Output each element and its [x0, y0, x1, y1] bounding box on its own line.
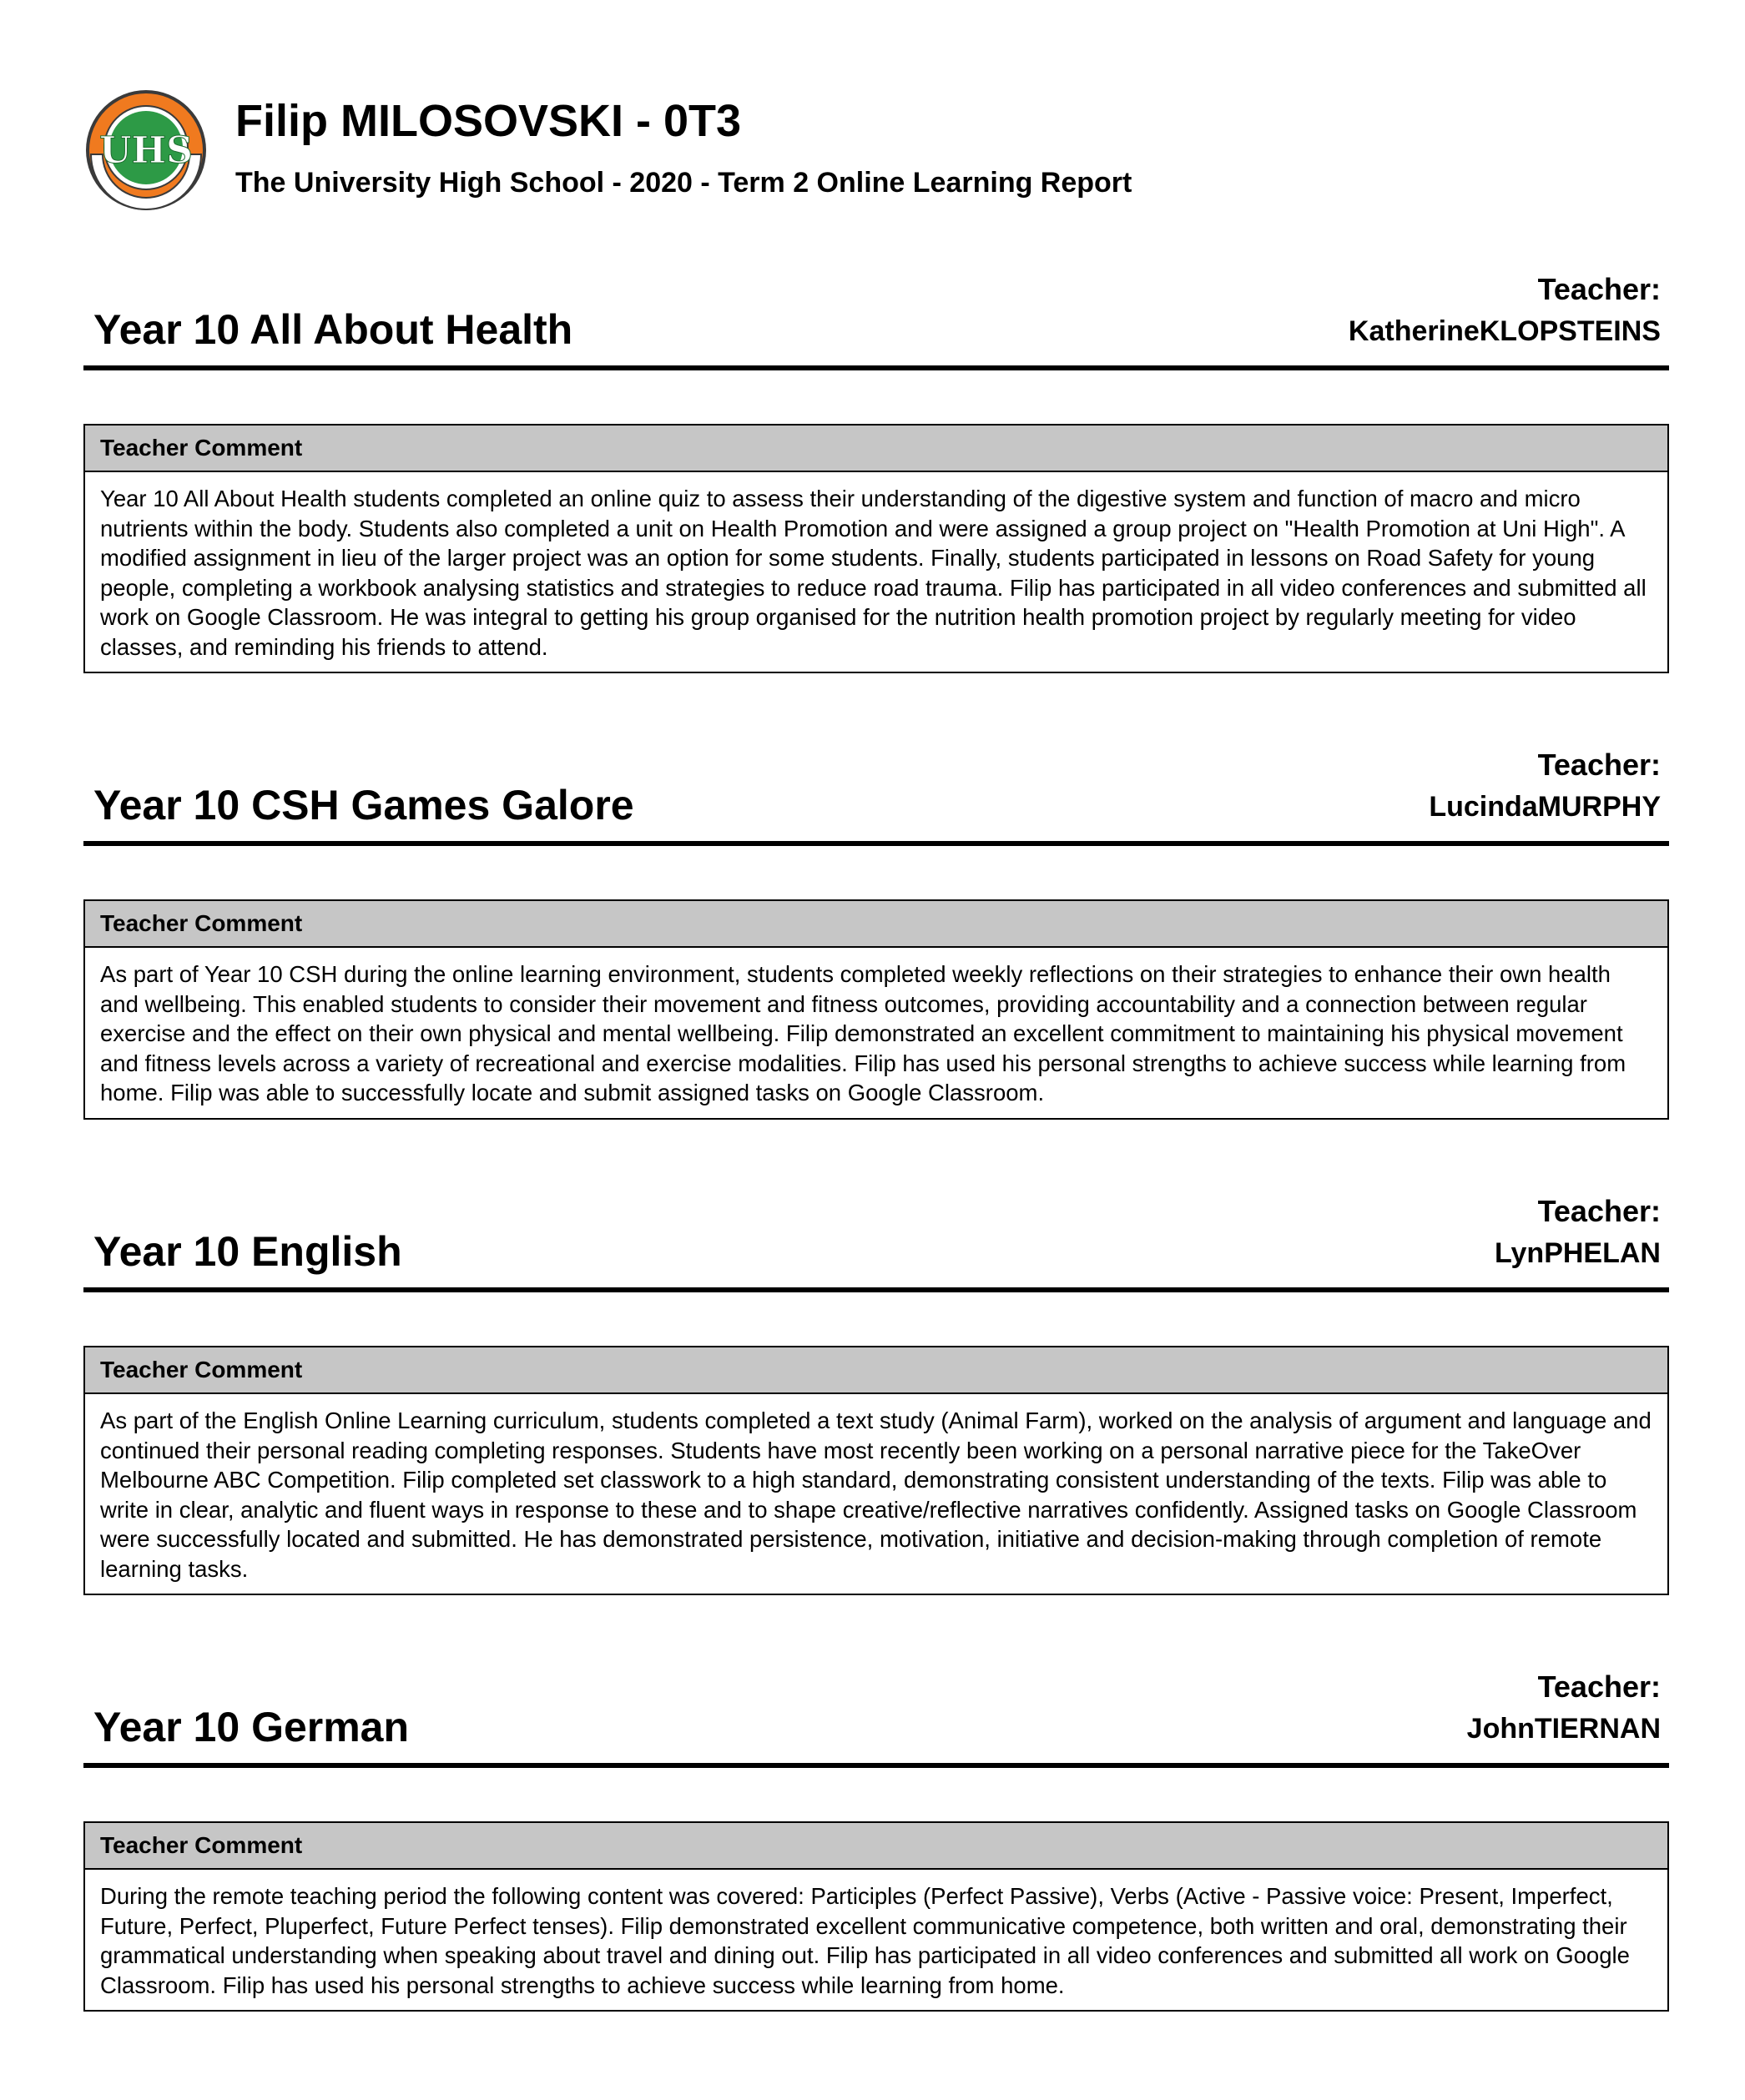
teacher-label: Teacher: — [1537, 1194, 1661, 1228]
comment-box — [83, 899, 1669, 1120]
student-name: Filip MILOSOVSKI - 0T3 — [235, 96, 742, 146]
comment-text: As part of the English Online Learning curriculum, students completed a text study (Animal Farm), worked on the analysis of argument and language and continued their personal reading completing responses. Students have most recently been working on a personal narrative piece for the TakeOver Melbourne ABC Competition. Filip completed set classwork to a high standard, demonstrating consistent understanding of the texts. Filip was able to write in clear, analytic and fluent ways in response to these and to shape creative/reflective narratives confidently. Assigned tasks on Google Classroom were successfully located and submitted. He has demonstrated persistence, motivation, initiative and decision-making through completion of remote learning tasks. — [100, 1408, 1652, 1582]
teacher-info — [1349, 269, 1661, 352]
subject-header — [83, 265, 1669, 370]
subject-title: Year 10 All About Health — [93, 306, 573, 353]
logo-monogram: UHS — [99, 129, 193, 172]
comment-box — [83, 1821, 1669, 2012]
comment-text: Year 10 All About Health students completed an online quiz to assess their understanding of the digestive system and function of macro and micro nutrients within the body. Students also completed a unit on Health Promotion and were assigned a group project on "Health Promotion at Uni High". A modified assignment in lieu of the larger project was an option for some students. Finally, students participated in lessons on Road Safety for young people, completing a workbook analysing statistics and strategies to reduce road trauma. Filip has participated in all video conferences and submitted all work on Google Classroom. He was integral to getting his group organised for the nutrition health promotion project by regularly meeting for video classes, and reminding his friends to attend. — [100, 486, 1647, 660]
subject-header — [83, 1663, 1669, 1768]
teacher-name: JohnTIERNAN — [1466, 1713, 1661, 1745]
comment-text: During the remote teaching period the following content was covered: Participles (Perfect Passive), Verbs (Active - Passive voice: Present, Imperfect, Future, Perfect, Pluperfect, Future Perfect tenses). Filip demonstrated excellent communicative competence, both written and oral, demonstrating their grammatical understanding when speaking about travel and dining out. Filip has participated in all video conferences and submitted all work on Google Classroom. Filip has used his personal strengths to achieve success while learning from home. — [100, 1883, 1630, 1998]
teacher-label: Teacher: — [1537, 1669, 1661, 1704]
teacher-label: Teacher: — [1537, 272, 1661, 306]
comment-heading: Teacher Comment — [85, 1347, 1667, 1394]
comment-box — [83, 424, 1669, 673]
comment-heading: Teacher Comment — [85, 901, 1667, 948]
subject-title: Year 10 German — [93, 1704, 410, 1750]
teacher-name: KatherineKLOPSTEINS — [1348, 315, 1661, 347]
subject-section — [83, 265, 1669, 673]
subject-header — [83, 741, 1669, 846]
report-header — [83, 83, 1669, 217]
teacher-label: Teacher: — [1537, 748, 1661, 782]
teacher-name: LynPHELAN — [1495, 1237, 1661, 1269]
comment-heading: Teacher Comment — [85, 1823, 1667, 1870]
school-logo — [83, 88, 209, 213]
teacher-name: LucindaMURPHY — [1429, 791, 1661, 823]
subject-section — [83, 741, 1669, 1120]
subject-section — [83, 1187, 1669, 1595]
teacher-info — [1429, 744, 1661, 828]
subject-title: Year 10 CSH Games Galore — [93, 782, 634, 828]
comment-heading: Teacher Comment — [85, 426, 1667, 472]
teacher-info — [1495, 1191, 1661, 1274]
subject-header — [83, 1187, 1669, 1292]
comment-box — [83, 1346, 1669, 1595]
comment-text: As part of Year 10 CSH during the online learning environment, students completed weekly reflections on their strategies to enhance their own health and wellbeing. This enabled students to consider their movement and fitness outcomes, providing accountability and a connection between regular exercise and the effect on their own physical and mental wellbeing. Filip demonstrated an excellent commitment to maintaining his physical movement and fitness levels across a variety of recreational and exercise modalities. Filip has used his personal strengths to achieve success while learning from home. Filip was able to successfully locate and submit assigned tasks on Google Classroom. — [100, 961, 1626, 1105]
report-title: The University High School - 2020 - Term 2 Online Learning Report — [235, 167, 1132, 199]
subject-section — [83, 1663, 1669, 2012]
teacher-info — [1467, 1666, 1661, 1750]
subject-title: Year 10 English — [93, 1228, 402, 1275]
